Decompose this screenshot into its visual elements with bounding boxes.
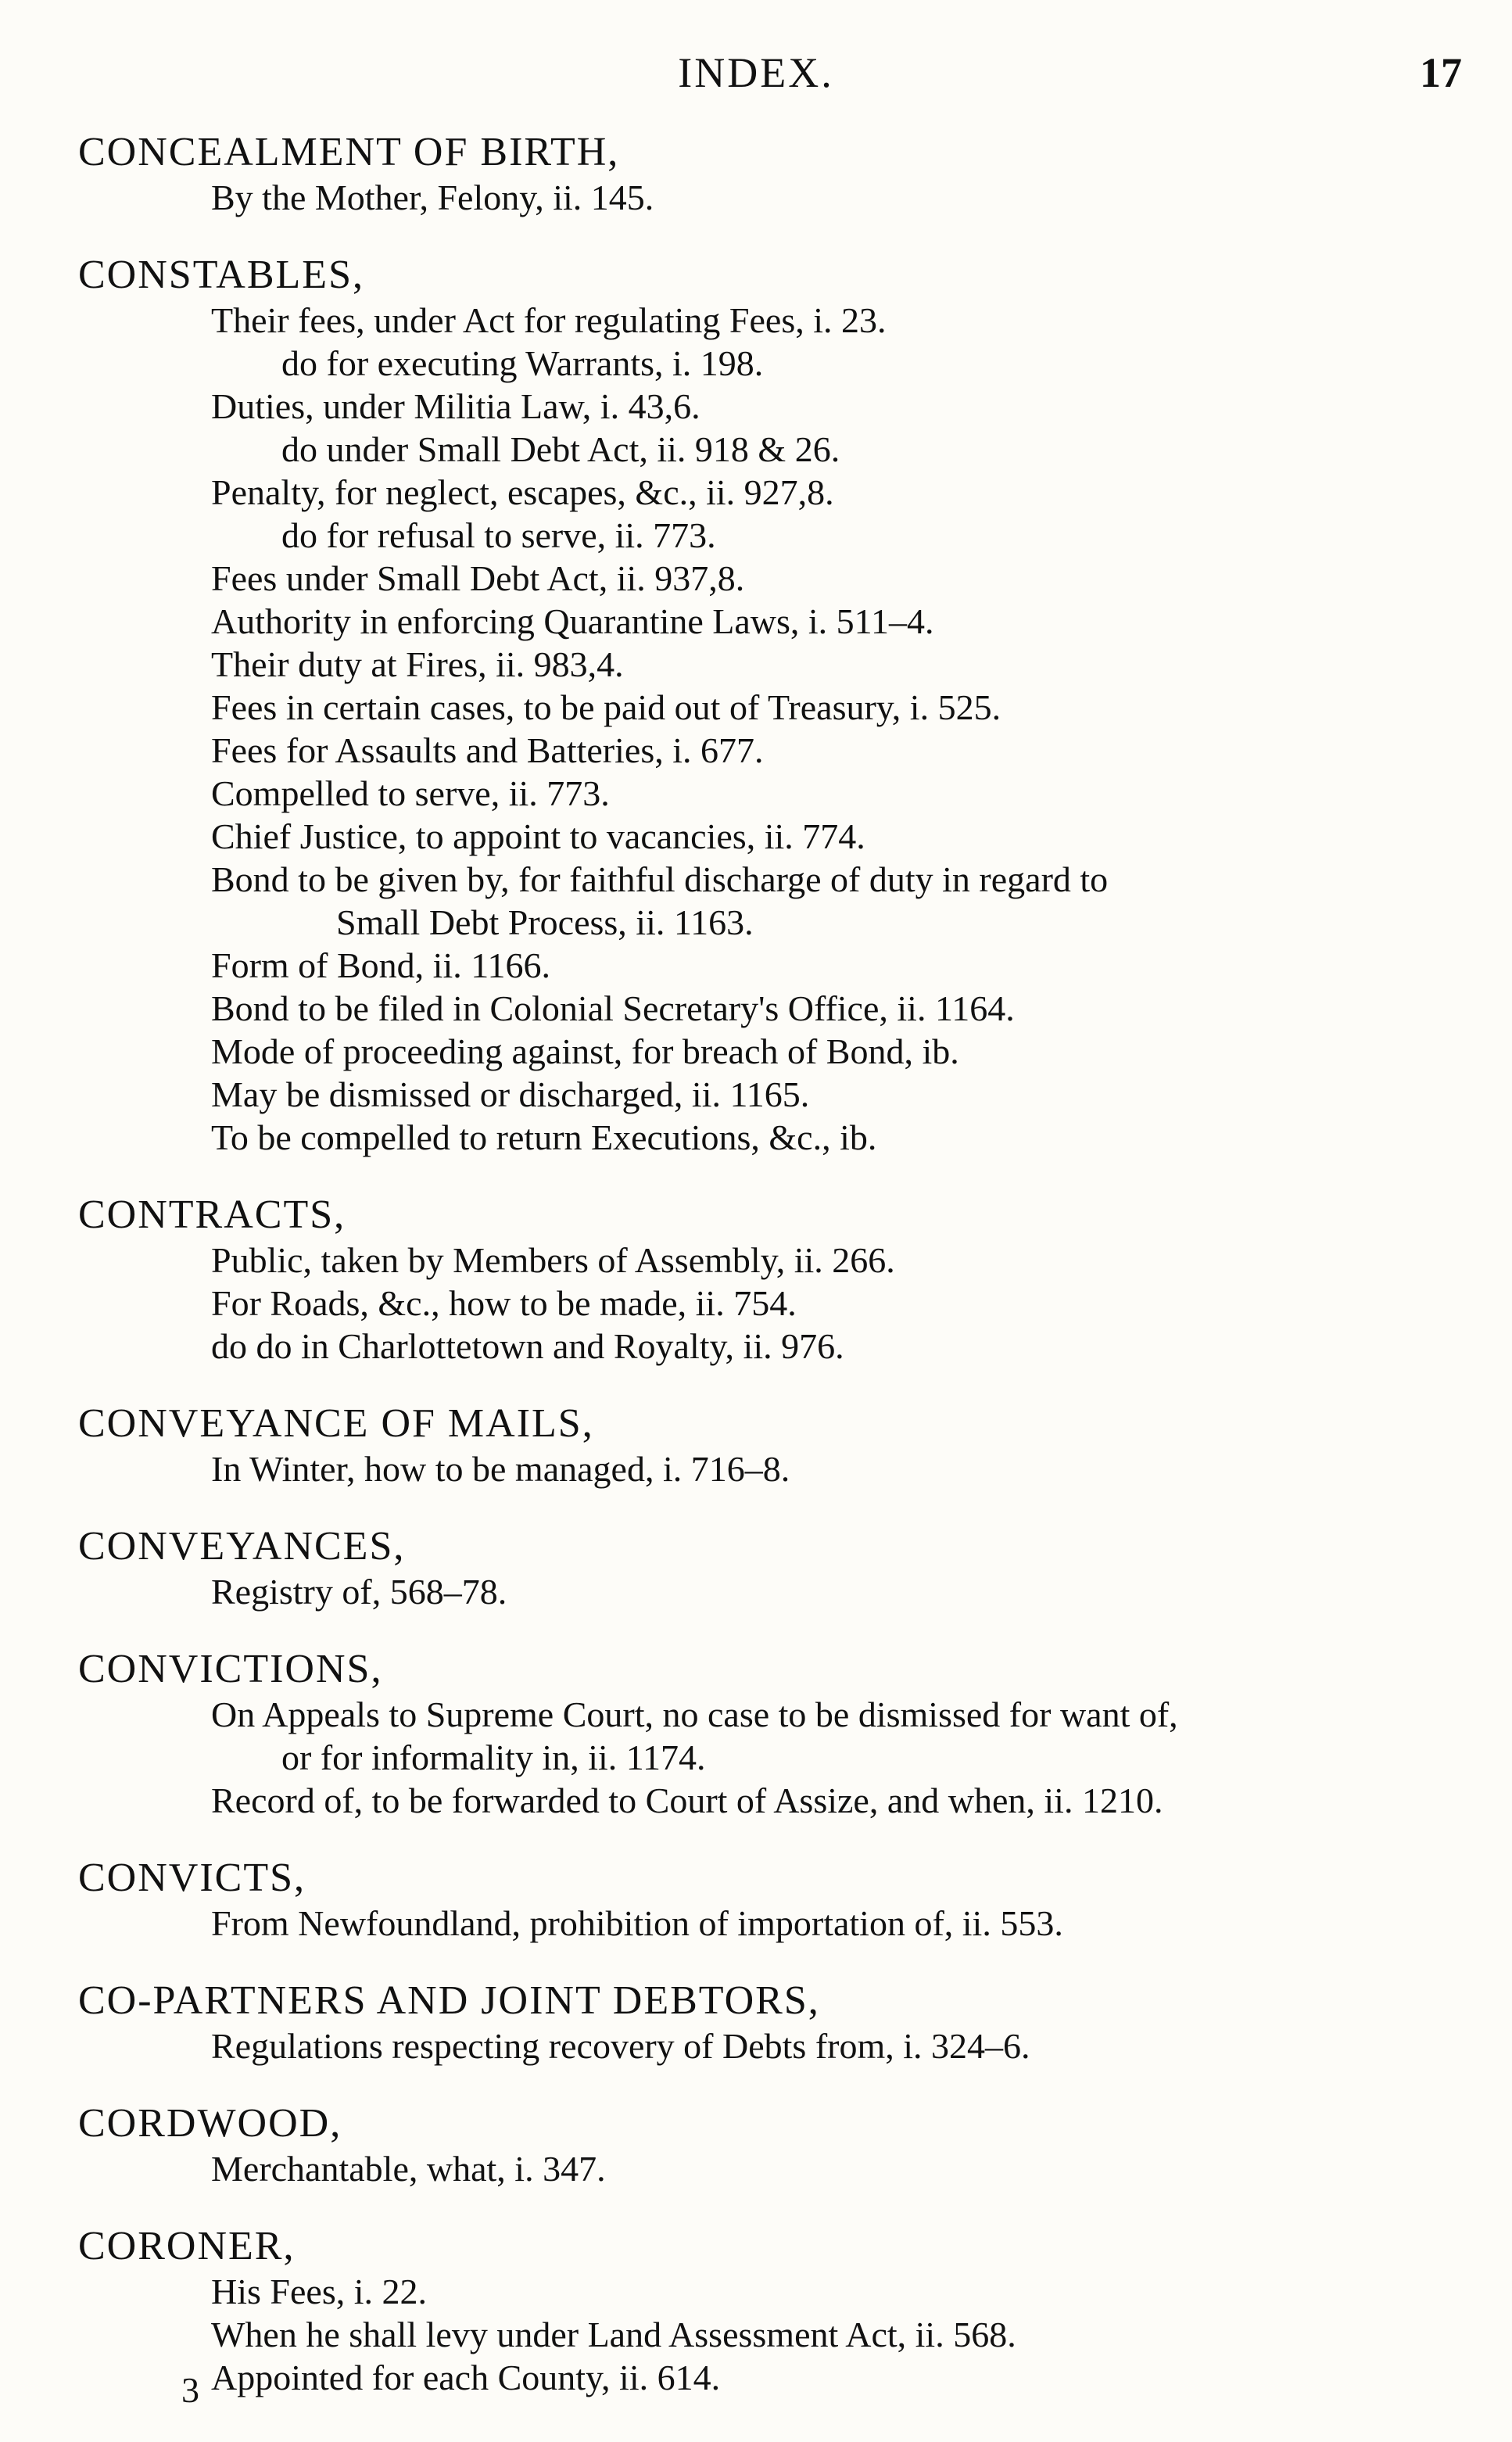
- entry-heading: CONVEYANCE OF MAILS,: [78, 1401, 594, 1446]
- entry-line: do do in Charlottetown and Royalty, ii. 976.: [211, 1326, 844, 1366]
- entry-line: Their duty at Fires, ii. 983,4.: [211, 644, 624, 684]
- entry-heading: CONVEYANCES,: [78, 1524, 406, 1569]
- index-entry: [78, 1646, 1470, 1822]
- entry-line: Form of Bond, ii. 1166.: [211, 945, 551, 985]
- index-entry: [78, 1192, 1470, 1368]
- entry-line: Authority in enforcing Quarantine Laws, i. 511–4.: [211, 601, 934, 641]
- entry-line: Compelled to serve, ii. 773.: [211, 773, 610, 813]
- entry-heading: CONVICTIONS,: [78, 1647, 383, 1691]
- entry-line: Bond to be filed in Colonial Secretary's Office, ii. 1164.: [211, 988, 1015, 1028]
- entry-line: Duties, under Militia Law, i. 43,6.: [211, 386, 700, 426]
- entry-line: Record of, to be forwarded to Court of Assize, and when, ii. 1210.: [211, 1780, 1163, 1820]
- index-entry: [78, 1978, 1470, 2067]
- entry-line: Fees in certain cases, to be paid out of Treasury, i. 525.: [211, 687, 1001, 727]
- index-entry: [78, 1855, 1470, 1945]
- entry-line: Public, taken by Members of Assembly, ii. 266.: [211, 1240, 895, 1280]
- index-entry: [78, 2100, 1470, 2190]
- entry-line: Bond to be given by, for faithful discharge of duty in regard to: [211, 859, 1109, 899]
- entry-line: May be dismissed or discharged, ii. 1165.: [211, 1074, 810, 1114]
- index-entry: [78, 252, 1470, 1159]
- entry-line: do under Small Debt Act, ii. 918 & 26.: [281, 429, 840, 469]
- entry-line: or for informality in, ii. 1174.: [281, 1737, 706, 1777]
- entry-line: To be compelled to return Executions, &c., ib.: [211, 1117, 877, 1157]
- entry-line: Merchantable, what, i. 347.: [211, 2149, 606, 2189]
- entry-line: Regulations respecting recovery of Debts from, i. 324–6.: [211, 2026, 1030, 2066]
- entry-line: By the Mother, Felony, ii. 145.: [211, 178, 654, 217]
- entry-line: Fees under Small Debt Act, ii. 937,8.: [211, 558, 745, 598]
- entry-line: From Newfoundland, prohibition of importation of, ii. 553.: [211, 1903, 1063, 1943]
- entry-line: His Fees, i. 22.: [211, 2272, 427, 2311]
- entry-line: Appointed for each County, ii. 614.: [211, 2358, 721, 2397]
- page-title: INDEX.: [678, 49, 834, 96]
- entry-line: Chief Justice, to appoint to vacancies, ii. 774.: [211, 816, 865, 856]
- index-entry: [78, 2223, 1470, 2399]
- entry-heading: CONVICTS,: [78, 1856, 306, 1900]
- entry-line: In Winter, how to be managed, i. 716–8.: [211, 1449, 790, 1489]
- entry-line: do for executing Warrants, i. 198.: [281, 343, 764, 383]
- entry-line: On Appeals to Supreme Court, no case to be dismissed for want of,: [211, 1694, 1178, 1734]
- entry-heading: CORONER,: [78, 2224, 296, 2268]
- entry-line: do for refusal to serve, ii. 773.: [281, 515, 716, 555]
- index-entry: [78, 1400, 1470, 1490]
- index-entries: [78, 129, 1470, 2432]
- index-entry: [78, 129, 1470, 219]
- entry-line: Fees for Assaults and Batteries, i. 677.: [211, 730, 764, 770]
- entry-heading: CONSTABLES,: [78, 253, 364, 297]
- index-entry: [78, 1523, 1470, 1613]
- entry-heading: CO-PARTNERS AND JOINT DEBTORS,: [78, 1978, 820, 2023]
- entry-heading: CONTRACTS,: [78, 1192, 346, 1237]
- entry-heading: CORDWOOD,: [78, 2101, 342, 2146]
- entry-line: For Roads, &c., how to be made, ii. 754.: [211, 1283, 797, 1323]
- entry-line: Small Debt Process, ii. 1163.: [336, 902, 754, 942]
- entry-line: Registry of, 568–78.: [211, 1572, 507, 1612]
- entry-line: Their fees, under Act for regulating Fees, i. 23.: [211, 300, 887, 340]
- entry-line: Penalty, for neglect, escapes, &c., ii. 927,8.: [211, 472, 834, 512]
- entry-heading: CONCEALMENT OF BIRTH,: [78, 130, 620, 174]
- entry-line: Mode of proceeding against, for breach of Bond, ib.: [211, 1031, 959, 1071]
- page-number: 17: [1420, 49, 1462, 96]
- entry-line: When he shall levy under Land Assessment Act, ii. 568.: [211, 2315, 1016, 2354]
- signature-mark: 3: [181, 2370, 199, 2410]
